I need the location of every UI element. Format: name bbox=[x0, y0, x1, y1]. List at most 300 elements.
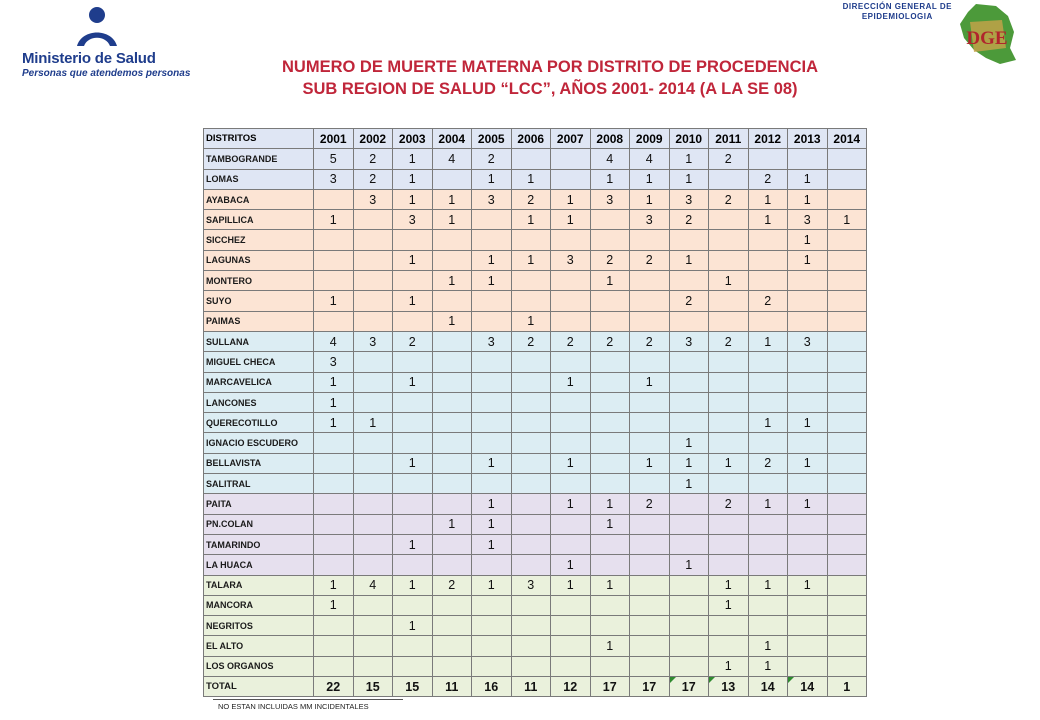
table-cell: 3 bbox=[353, 331, 393, 351]
table-cell: 1 bbox=[432, 271, 472, 291]
table-cell bbox=[472, 230, 512, 250]
header-year: 2005 bbox=[472, 129, 512, 149]
total-cell: 14 bbox=[788, 677, 828, 697]
table-cell bbox=[432, 616, 472, 636]
table-cell bbox=[393, 555, 433, 575]
table-cell bbox=[511, 474, 551, 494]
table-cell bbox=[748, 392, 788, 412]
table-cell bbox=[827, 636, 867, 656]
table-cell: 1 bbox=[432, 311, 472, 331]
table-cell bbox=[432, 352, 472, 372]
table-cell bbox=[314, 534, 354, 554]
table-cell bbox=[511, 291, 551, 311]
table-cell bbox=[432, 169, 472, 189]
table-cell bbox=[669, 311, 709, 331]
table-cell bbox=[393, 656, 433, 676]
table-cell bbox=[551, 514, 591, 534]
table-cell bbox=[788, 149, 828, 169]
table-cell: 1 bbox=[472, 453, 512, 473]
table-cell bbox=[472, 352, 512, 372]
table-cell: 1 bbox=[393, 189, 433, 209]
table-cell bbox=[551, 271, 591, 291]
header-year: 2003 bbox=[393, 129, 433, 149]
table-cell bbox=[551, 595, 591, 615]
district-name: TALARA bbox=[204, 575, 314, 595]
table-cell bbox=[827, 453, 867, 473]
table-cell: 1 bbox=[669, 250, 709, 270]
table-cell bbox=[827, 392, 867, 412]
logo-name: Ministerio de Salud bbox=[22, 50, 156, 67]
table-cell bbox=[353, 291, 393, 311]
table-cell: 3 bbox=[472, 331, 512, 351]
table-cell bbox=[551, 656, 591, 676]
table-cell bbox=[551, 291, 591, 311]
header-year: 2002 bbox=[353, 129, 393, 149]
table-cell bbox=[788, 291, 828, 311]
table-cell bbox=[827, 413, 867, 433]
table-cell: 3 bbox=[393, 210, 433, 230]
table-cell bbox=[314, 656, 354, 676]
table-cell bbox=[551, 169, 591, 189]
table-cell bbox=[590, 656, 630, 676]
table-cell bbox=[393, 271, 433, 291]
table-row bbox=[204, 656, 867, 676]
table-cell: 1 bbox=[748, 189, 788, 209]
table-cell bbox=[314, 494, 354, 514]
table-cell bbox=[472, 656, 512, 676]
table-cell bbox=[393, 433, 433, 453]
table-cell bbox=[551, 616, 591, 636]
table-cell bbox=[827, 575, 867, 595]
table-cell: 3 bbox=[314, 169, 354, 189]
table-cell bbox=[393, 595, 433, 615]
header-year: 2007 bbox=[551, 129, 591, 149]
table-cell bbox=[748, 514, 788, 534]
total-cell: 12 bbox=[551, 677, 591, 697]
table-cell bbox=[748, 555, 788, 575]
table-cell bbox=[432, 392, 472, 412]
table-cell bbox=[630, 616, 670, 636]
table-row bbox=[204, 534, 867, 554]
table-cell bbox=[472, 636, 512, 656]
total-row bbox=[204, 677, 867, 697]
district-name: LANCONES bbox=[204, 392, 314, 412]
table-cell bbox=[590, 555, 630, 575]
table-cell: 1 bbox=[788, 230, 828, 250]
table-cell bbox=[827, 331, 867, 351]
table-cell bbox=[590, 595, 630, 615]
table-cell bbox=[432, 413, 472, 433]
table-cell: 5 bbox=[314, 149, 354, 169]
table-cell bbox=[472, 392, 512, 412]
district-name: TAMBOGRANDE bbox=[204, 149, 314, 169]
table-cell: 3 bbox=[669, 331, 709, 351]
district-name: PN.COLAN bbox=[204, 514, 314, 534]
table-cell: 1 bbox=[669, 433, 709, 453]
table-row bbox=[204, 331, 867, 351]
table-cell bbox=[709, 352, 749, 372]
table-cell bbox=[669, 372, 709, 392]
table-cell bbox=[669, 575, 709, 595]
table-cell bbox=[788, 433, 828, 453]
table-cell: 1 bbox=[590, 636, 630, 656]
table-cell bbox=[314, 453, 354, 473]
header-year: 2006 bbox=[511, 129, 551, 149]
table-cell bbox=[827, 311, 867, 331]
table-cell bbox=[590, 352, 630, 372]
logo-tagline: Personas que atendemos personas bbox=[22, 68, 191, 79]
table-cell bbox=[748, 271, 788, 291]
table-cell bbox=[393, 413, 433, 433]
total-cell: 15 bbox=[353, 677, 393, 697]
table-cell bbox=[590, 453, 630, 473]
table-cell: 3 bbox=[788, 331, 828, 351]
table-cell: 1 bbox=[393, 575, 433, 595]
table-cell bbox=[827, 514, 867, 534]
table-cell: 3 bbox=[472, 189, 512, 209]
table-cell: 1 bbox=[630, 189, 670, 209]
table-cell: 1 bbox=[314, 291, 354, 311]
district-name: SALITRAL bbox=[204, 474, 314, 494]
table-cell: 3 bbox=[511, 575, 551, 595]
table-cell: 2 bbox=[472, 149, 512, 169]
table-cell bbox=[432, 474, 472, 494]
table-cell bbox=[669, 352, 709, 372]
table-cell: 3 bbox=[314, 352, 354, 372]
table-cell bbox=[314, 433, 354, 453]
table-cell bbox=[788, 616, 828, 636]
dge-caption bbox=[843, 2, 952, 22]
table-cell: 4 bbox=[353, 575, 393, 595]
person-icon bbox=[74, 6, 120, 48]
total-cell: 16 bbox=[472, 677, 512, 697]
table-cell bbox=[511, 555, 551, 575]
table-cell bbox=[511, 149, 551, 169]
table-cell bbox=[788, 555, 828, 575]
table-cell bbox=[669, 595, 709, 615]
table-row bbox=[204, 230, 867, 250]
district-name: PAIMAS bbox=[204, 311, 314, 331]
table-cell bbox=[630, 474, 670, 494]
table-cell bbox=[827, 595, 867, 615]
total-cell: 17 bbox=[590, 677, 630, 697]
table-cell bbox=[551, 433, 591, 453]
table-cell bbox=[630, 514, 670, 534]
table-row bbox=[204, 372, 867, 392]
table-cell: 2 bbox=[353, 149, 393, 169]
table-cell bbox=[669, 656, 709, 676]
table-cell: 1 bbox=[748, 636, 788, 656]
table-cell bbox=[827, 534, 867, 554]
table-cell bbox=[511, 352, 551, 372]
dge-line2: EPIDEMIOLOGIA bbox=[861, 12, 933, 21]
table-cell bbox=[709, 169, 749, 189]
table-cell bbox=[709, 636, 749, 656]
table-cell bbox=[472, 474, 512, 494]
table-cell bbox=[709, 433, 749, 453]
table-cell bbox=[551, 474, 591, 494]
table-cell bbox=[590, 311, 630, 331]
table-cell: 1 bbox=[432, 514, 472, 534]
table-cell bbox=[590, 230, 630, 250]
header-distritos: DISTRITOS bbox=[204, 129, 314, 149]
table-cell: 4 bbox=[590, 149, 630, 169]
table-cell bbox=[353, 250, 393, 270]
table-cell bbox=[669, 392, 709, 412]
table-cell bbox=[511, 453, 551, 473]
table-cell: 1 bbox=[669, 474, 709, 494]
table-cell bbox=[827, 372, 867, 392]
table-cell bbox=[590, 291, 630, 311]
table-cell bbox=[669, 271, 709, 291]
table-cell bbox=[511, 494, 551, 514]
table-cell bbox=[590, 372, 630, 392]
table-row bbox=[204, 636, 867, 656]
table-cell bbox=[827, 433, 867, 453]
table-cell: 1 bbox=[393, 534, 433, 554]
table-cell: 1 bbox=[353, 413, 393, 433]
table-cell: 4 bbox=[314, 331, 354, 351]
table-cell: 1 bbox=[748, 575, 788, 595]
table-cell bbox=[511, 514, 551, 534]
table-cell bbox=[551, 636, 591, 656]
district-name: LOMAS bbox=[204, 169, 314, 189]
table-cell: 2 bbox=[748, 169, 788, 189]
table-cell bbox=[709, 372, 749, 392]
table-cell bbox=[748, 474, 788, 494]
table-cell: 1 bbox=[709, 271, 749, 291]
table-cell bbox=[314, 636, 354, 656]
maternal-deaths-table bbox=[203, 128, 867, 697]
table-row bbox=[204, 474, 867, 494]
table-cell bbox=[709, 514, 749, 534]
total-label: TOTAL bbox=[204, 677, 314, 697]
table-cell bbox=[748, 149, 788, 169]
table-cell: 2 bbox=[709, 189, 749, 209]
table-cell: 1 bbox=[748, 656, 788, 676]
table-row bbox=[204, 555, 867, 575]
table-cell bbox=[551, 534, 591, 554]
table-cell bbox=[432, 534, 472, 554]
district-name: AYABACA bbox=[204, 189, 314, 209]
table-cell: 1 bbox=[709, 453, 749, 473]
table-cell bbox=[472, 311, 512, 331]
header-year: 2008 bbox=[590, 129, 630, 149]
table-cell bbox=[472, 595, 512, 615]
table-cell bbox=[393, 352, 433, 372]
table-cell bbox=[393, 514, 433, 534]
table-cell bbox=[353, 311, 393, 331]
table-cell bbox=[393, 230, 433, 250]
table-cell: 1 bbox=[551, 555, 591, 575]
table-cell bbox=[788, 392, 828, 412]
header-year: 2011 bbox=[709, 129, 749, 149]
table-cell: 2 bbox=[393, 331, 433, 351]
table-cell bbox=[353, 372, 393, 392]
table-cell bbox=[314, 230, 354, 250]
table-cell bbox=[827, 169, 867, 189]
total-cell: 17 bbox=[630, 677, 670, 697]
district-name: BELLAVISTA bbox=[204, 453, 314, 473]
table-cell: 1 bbox=[511, 210, 551, 230]
header-year: 2012 bbox=[748, 129, 788, 149]
table-cell bbox=[393, 311, 433, 331]
table-cell: 1 bbox=[472, 534, 512, 554]
table-cell bbox=[472, 291, 512, 311]
total-cell: 15 bbox=[393, 677, 433, 697]
table-cell: 2 bbox=[590, 250, 630, 270]
table-cell: 1 bbox=[551, 372, 591, 392]
table-cell bbox=[709, 616, 749, 636]
table-cell bbox=[630, 656, 670, 676]
table-cell: 1 bbox=[748, 413, 788, 433]
table-cell bbox=[511, 392, 551, 412]
table-cell bbox=[630, 433, 670, 453]
table-cell bbox=[709, 291, 749, 311]
table-cell: 2 bbox=[748, 291, 788, 311]
table-cell: 1 bbox=[551, 210, 591, 230]
district-name: MANCORA bbox=[204, 595, 314, 615]
table-cell: 2 bbox=[590, 331, 630, 351]
table-row bbox=[204, 250, 867, 270]
dge-mark: DGE bbox=[966, 28, 1008, 49]
table-cell bbox=[827, 352, 867, 372]
table-cell bbox=[748, 250, 788, 270]
district-name: MARCAVELICA bbox=[204, 372, 314, 392]
table-cell bbox=[353, 555, 393, 575]
table-row bbox=[204, 575, 867, 595]
table-cell bbox=[630, 555, 670, 575]
table-cell bbox=[472, 413, 512, 433]
table-cell bbox=[827, 291, 867, 311]
table-cell bbox=[353, 230, 393, 250]
table-cell bbox=[472, 616, 512, 636]
table-row bbox=[204, 514, 867, 534]
table-row bbox=[204, 352, 867, 372]
table-row bbox=[204, 149, 867, 169]
table-cell: 4 bbox=[432, 149, 472, 169]
total-cell: 11 bbox=[511, 677, 551, 697]
table-cell bbox=[669, 616, 709, 636]
table-cell bbox=[827, 271, 867, 291]
table-cell bbox=[827, 616, 867, 636]
header-year: 2004 bbox=[432, 129, 472, 149]
table-cell bbox=[353, 352, 393, 372]
table-cell: 1 bbox=[788, 413, 828, 433]
table-cell bbox=[511, 230, 551, 250]
table-cell bbox=[630, 392, 670, 412]
table-cell: 1 bbox=[393, 149, 433, 169]
header-year: 2013 bbox=[788, 129, 828, 149]
table-cell: 2 bbox=[551, 331, 591, 351]
table-cell: 1 bbox=[630, 169, 670, 189]
table-cell: 1 bbox=[432, 210, 472, 230]
district-name: NEGRITOS bbox=[204, 616, 314, 636]
table-cell: 1 bbox=[669, 169, 709, 189]
table-cell: 1 bbox=[788, 575, 828, 595]
table-cell bbox=[590, 413, 630, 433]
table-cell: 1 bbox=[709, 656, 749, 676]
total-cell: 13 bbox=[709, 677, 749, 697]
table-row bbox=[204, 494, 867, 514]
table-cell bbox=[709, 230, 749, 250]
total-cell: 14 bbox=[748, 677, 788, 697]
table-cell bbox=[511, 372, 551, 392]
table-row bbox=[204, 210, 867, 230]
table-cell bbox=[353, 494, 393, 514]
table-cell bbox=[709, 474, 749, 494]
table-cell bbox=[630, 575, 670, 595]
table-cell bbox=[551, 392, 591, 412]
table-cell bbox=[709, 555, 749, 575]
table-cell bbox=[353, 636, 393, 656]
table-cell: 1 bbox=[630, 372, 670, 392]
table-cell bbox=[432, 636, 472, 656]
table-cell: 1 bbox=[314, 595, 354, 615]
table-row bbox=[204, 433, 867, 453]
table-cell bbox=[511, 534, 551, 554]
table-cell bbox=[590, 534, 630, 554]
table-cell bbox=[432, 250, 472, 270]
table-cell: 1 bbox=[748, 494, 788, 514]
table-cell: 1 bbox=[630, 453, 670, 473]
table-cell bbox=[353, 616, 393, 636]
table-cell bbox=[748, 352, 788, 372]
table-cell: 2 bbox=[630, 331, 670, 351]
table-cell: 1 bbox=[511, 250, 551, 270]
total-cell: 11 bbox=[432, 677, 472, 697]
table-cell bbox=[432, 230, 472, 250]
table-cell bbox=[353, 656, 393, 676]
table-cell bbox=[630, 534, 670, 554]
table-cell: 2 bbox=[630, 494, 670, 514]
table-cell bbox=[551, 352, 591, 372]
table-cell bbox=[748, 534, 788, 554]
table-cell: 1 bbox=[393, 372, 433, 392]
table-cell: 1 bbox=[314, 372, 354, 392]
table-cell: 3 bbox=[353, 189, 393, 209]
table-cell: 1 bbox=[393, 250, 433, 270]
table-cell bbox=[432, 291, 472, 311]
table-cell: 3 bbox=[590, 189, 630, 209]
table-cell: 2 bbox=[432, 575, 472, 595]
table-cell bbox=[314, 514, 354, 534]
table-cell bbox=[590, 392, 630, 412]
table-cell bbox=[353, 514, 393, 534]
table-cell bbox=[472, 555, 512, 575]
table-cell bbox=[827, 250, 867, 270]
table-row bbox=[204, 169, 867, 189]
table-cell bbox=[432, 331, 472, 351]
table-cell bbox=[472, 210, 512, 230]
table-cell bbox=[709, 210, 749, 230]
table-cell: 1 bbox=[590, 575, 630, 595]
table-cell bbox=[432, 433, 472, 453]
table-cell bbox=[630, 352, 670, 372]
table-cell bbox=[630, 230, 670, 250]
table-header-row bbox=[204, 129, 867, 149]
district-name: SICCHEZ bbox=[204, 230, 314, 250]
table-cell: 2 bbox=[511, 189, 551, 209]
table-cell bbox=[630, 311, 670, 331]
total-cell: 22 bbox=[314, 677, 354, 697]
table-cell bbox=[788, 656, 828, 676]
table-cell bbox=[432, 656, 472, 676]
table-cell bbox=[709, 392, 749, 412]
table-cell: 1 bbox=[709, 595, 749, 615]
table-cell: 1 bbox=[472, 271, 512, 291]
table-cell bbox=[353, 210, 393, 230]
